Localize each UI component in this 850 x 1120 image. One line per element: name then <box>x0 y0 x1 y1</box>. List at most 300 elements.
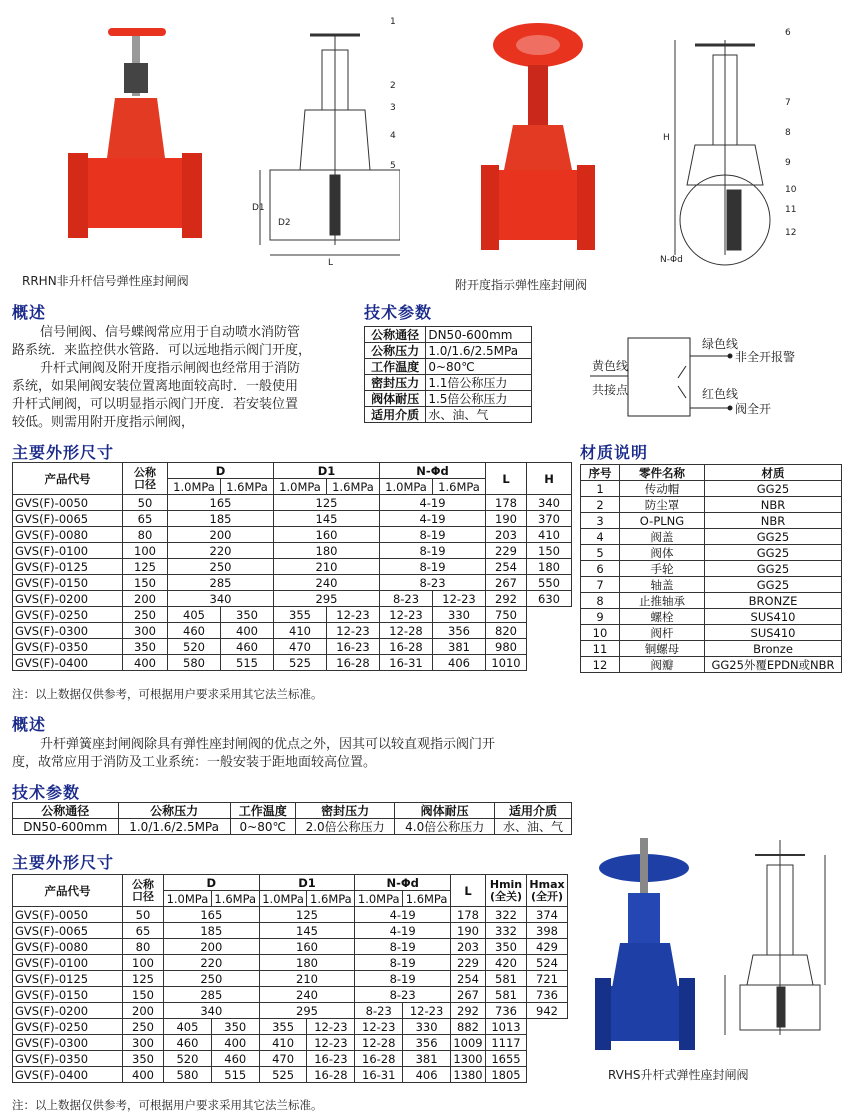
table-cell: 16-23 <box>327 639 380 655</box>
tech-row <box>365 407 532 423</box>
table-cell: 374 <box>527 907 568 923</box>
tech-value: DN50-600mm <box>426 327 532 343</box>
table-cell: 12-23 <box>403 1003 451 1019</box>
table-cell: 178 <box>486 495 527 511</box>
table-cell: 381 <box>433 639 486 655</box>
table-cell: 12-23 <box>307 1019 355 1035</box>
col-D1: D1 <box>259 875 355 891</box>
table-cell: 65 <box>123 511 168 527</box>
part-name: 止推轴承 <box>620 593 705 609</box>
table-cell: 1805 <box>486 1067 527 1083</box>
col-N: N-Φd <box>380 463 486 479</box>
dim-H: H <box>663 133 670 143</box>
table-cell: 1010 <box>486 655 527 671</box>
table-cell: 515 <box>211 1067 259 1083</box>
tech-key: 密封压力 <box>365 375 426 391</box>
product-code: GVS(F)-0065 <box>13 923 123 939</box>
table-cell: 350 <box>211 1019 259 1035</box>
table-cell: 150 <box>527 543 572 559</box>
tech-header: 公称压力 <box>118 803 230 819</box>
table-cell: 460 <box>211 1051 259 1067</box>
col-L: L <box>451 875 486 907</box>
table-cell: 356 <box>403 1035 451 1051</box>
table-cell: 410 <box>274 623 327 639</box>
table-cell: 100 <box>123 543 168 559</box>
table-cell: 736 <box>486 1003 527 1019</box>
table-cell: 16-28 <box>355 1051 403 1067</box>
table-cell: 12-23 <box>355 1019 403 1035</box>
col-D1-p2: 1.6MPa <box>327 479 380 495</box>
table-row <box>13 591 572 607</box>
table-cell: 8-19 <box>355 955 451 971</box>
table-cell: 285 <box>168 575 274 591</box>
col-N: N-Φd <box>355 875 451 891</box>
product-code: GVS(F)-0125 <box>13 559 123 575</box>
table-cell: 8-19 <box>380 527 486 543</box>
col-dn-1: 公称 <box>134 465 156 479</box>
overview-title-1: 概述 <box>12 303 47 322</box>
table-cell: 185 <box>168 511 274 527</box>
product-code: GVS(F)-0065 <box>13 511 123 527</box>
table-cell: 220 <box>168 543 274 559</box>
table-cell: 882 <box>451 1019 486 1035</box>
col-hmin-1: Hmin <box>489 877 523 891</box>
callout-6: 6 <box>785 28 791 38</box>
table-row <box>13 907 568 923</box>
table-cell: 160 <box>274 527 380 543</box>
tech-value: 2.0倍公称压力 <box>295 819 395 835</box>
table-cell: 150 <box>123 987 164 1003</box>
table-cell: 250 <box>123 1019 164 1035</box>
tech-value: 1.0/1.6/2.5MPa <box>426 343 532 359</box>
table-cell: 410 <box>259 1035 307 1051</box>
material-row <box>581 641 842 657</box>
table-row <box>13 923 568 939</box>
product-code: GVS(F)-0200 <box>13 591 123 607</box>
tech-value: 0~80℃ <box>426 359 532 375</box>
table-cell: 165 <box>168 495 274 511</box>
table-cell: 350 <box>123 1051 164 1067</box>
part-name: 铜螺母 <box>620 641 705 657</box>
material-row <box>581 497 842 513</box>
table-cell: 398 <box>527 923 568 939</box>
tech-title-1: 技术参数 <box>364 303 433 322</box>
table-cell: 406 <box>433 655 486 671</box>
table-cell: 340 <box>164 1003 260 1019</box>
col-D: D <box>168 463 274 479</box>
table-cell: 750 <box>486 607 527 623</box>
label-common: 共接点 <box>592 383 629 397</box>
overview-line: 系统，如果闸阀安装位置离地面较高时．一般使用 <box>12 379 299 394</box>
col-hmax <box>527 875 568 907</box>
label-red-wire: 红色线 <box>702 387 739 401</box>
part-material: SUS410 <box>705 609 842 625</box>
table-cell: 229 <box>486 543 527 559</box>
overview-line: 信号闸阀、信号蝶阀常应用于自动喷水消防管 <box>40 325 301 340</box>
col-code: 产品代号 <box>13 875 123 907</box>
table-cell: 350 <box>221 607 274 623</box>
part-name: 阀瓣 <box>620 657 705 673</box>
label-full-open: 阀全开 <box>735 402 772 416</box>
mat-col-part: 零件名称 <box>620 465 705 481</box>
dims-table-1 <box>12 462 572 671</box>
table-row <box>13 511 572 527</box>
table-row <box>13 1067 568 1083</box>
table-cell: 350 <box>123 639 168 655</box>
tech-header: 密封压力 <box>295 803 395 819</box>
col-D1-p2: 1.6MPa <box>307 891 355 907</box>
table-row <box>13 939 568 955</box>
part-no: 12 <box>581 657 620 673</box>
part-material: Bronze <box>705 641 842 657</box>
table-cell: 8-19 <box>380 559 486 575</box>
part-name: 阀盖 <box>620 529 705 545</box>
table-cell: 942 <box>527 1003 568 1019</box>
table-cell: 420 <box>486 955 527 971</box>
table-cell: 721 <box>527 971 568 987</box>
product-code: GVS(F)-0080 <box>13 527 123 543</box>
table-cell: 410 <box>527 527 572 543</box>
table-cell: 405 <box>168 607 221 623</box>
tech-header: 阀体耐压 <box>395 803 495 819</box>
table-cell: 8-23 <box>355 1003 403 1019</box>
product-code: GVS(F)-0350 <box>13 639 123 655</box>
tech-params-table-1 <box>364 326 532 423</box>
table-cell: 200 <box>168 527 274 543</box>
callout-7: 7 <box>785 98 791 108</box>
table-cell: 190 <box>451 923 486 939</box>
table-cell: 8-23 <box>380 591 433 607</box>
tech-header: 工作温度 <box>230 803 295 819</box>
table-cell: 203 <box>486 527 527 543</box>
table-cell: 322 <box>486 907 527 923</box>
table-cell: 80 <box>123 939 164 955</box>
table-cell: 12-28 <box>355 1035 403 1051</box>
col-hmin <box>486 875 527 907</box>
overview-line: 较低。则需用附开度指示闸阀， <box>12 415 195 430</box>
part-no: 10 <box>581 625 620 641</box>
col-D-p2: 1.6MPa <box>211 891 259 907</box>
material-row <box>581 481 842 497</box>
table-cell: 332 <box>486 923 527 939</box>
table-cell: 145 <box>274 511 380 527</box>
table-row <box>13 639 572 655</box>
tech-key: 适用介质 <box>365 407 426 423</box>
tech-row <box>365 359 532 375</box>
table-cell: 460 <box>164 1035 212 1051</box>
tech-row <box>365 391 532 407</box>
table-row <box>13 575 572 591</box>
table-cell: 100 <box>123 955 164 971</box>
callout-3: 3 <box>390 103 396 113</box>
material-row <box>581 609 842 625</box>
tech-key: 阀体耐压 <box>365 391 426 407</box>
tech-value: 1.1倍公称压力 <box>426 375 532 391</box>
tech-value: DN50-600mm <box>13 819 119 835</box>
part-no: 11 <box>581 641 620 657</box>
table-cell: 4-19 <box>380 511 486 527</box>
table-cell: 429 <box>527 939 568 955</box>
table-cell: 581 <box>486 971 527 987</box>
tech-key: 工作温度 <box>365 359 426 375</box>
table-cell: 210 <box>274 559 380 575</box>
table-row <box>13 1019 568 1035</box>
col-L: L <box>486 463 527 495</box>
table-cell: 1300 <box>451 1051 486 1067</box>
part-no: 9 <box>581 609 620 625</box>
table-cell: 400 <box>123 1067 164 1083</box>
table-row <box>13 495 572 511</box>
table-cell: 180 <box>274 543 380 559</box>
product-code: GVS(F)-0150 <box>13 575 123 591</box>
table-cell: 1380 <box>451 1067 486 1083</box>
table-row <box>13 1003 568 1019</box>
product-code: GVS(F)-0250 <box>13 607 123 623</box>
caption-rrhn: RRHN非升杆信号弹性座封闸阀 <box>22 274 189 288</box>
dims-table-2 <box>12 874 568 1083</box>
table-cell: 400 <box>211 1035 259 1051</box>
table-cell: 356 <box>433 623 486 639</box>
table-row <box>13 623 572 639</box>
table-cell: 240 <box>274 575 380 591</box>
table-cell: 355 <box>274 607 327 623</box>
table-cell: 180 <box>259 955 355 971</box>
table-cell: 50 <box>123 495 168 511</box>
table-cell: 580 <box>164 1067 212 1083</box>
table-cell: 460 <box>221 639 274 655</box>
table-cell: 125 <box>274 495 380 511</box>
blue-rising-stem-valve-photo <box>592 838 697 1053</box>
table-cell: 1117 <box>486 1035 527 1051</box>
part-material: GG25外覆EPDN或NBR <box>705 657 842 673</box>
table-cell: 16-28 <box>380 639 433 655</box>
table-cell: 820 <box>486 623 527 639</box>
callout-9: 9 <box>785 158 791 168</box>
overview-line: 升杆式闸阀及附开度指示闸阀也经常用于消防 <box>40 361 301 376</box>
table-cell: 8-19 <box>380 543 486 559</box>
product-code: GVS(F)-0100 <box>13 955 123 971</box>
material-row <box>581 657 842 673</box>
table-cell: 340 <box>168 591 274 607</box>
table-cell: 16-23 <box>307 1051 355 1067</box>
table-cell: 470 <box>259 1051 307 1067</box>
col-D-p1: 1.0MPa <box>168 479 221 495</box>
callout-10: 10 <box>785 185 797 195</box>
table-cell: 550 <box>527 575 572 591</box>
table-cell: 250 <box>123 607 168 623</box>
part-no: 6 <box>581 561 620 577</box>
table-cell: 4-19 <box>355 907 451 923</box>
table-cell: 292 <box>486 591 527 607</box>
table-cell: 300 <box>123 1035 164 1051</box>
table-cell: 460 <box>168 623 221 639</box>
table-cell: 292 <box>451 1003 486 1019</box>
col-hmax-1: Hmax <box>529 877 565 891</box>
table-cell: 581 <box>486 987 527 1003</box>
col-D1-p1: 1.0MPa <box>274 479 327 495</box>
table-cell: 470 <box>274 639 327 655</box>
table-cell: 405 <box>164 1019 212 1035</box>
table-cell: 4-19 <box>380 495 486 511</box>
table-row <box>13 1051 568 1067</box>
product-code: GVS(F)-0125 <box>13 971 123 987</box>
dim-L: L <box>328 258 334 265</box>
callout-8: 8 <box>785 128 791 138</box>
table-row <box>13 607 572 623</box>
table-cell: 12-28 <box>380 623 433 639</box>
part-material: SUS410 <box>705 625 842 641</box>
material-row <box>581 545 842 561</box>
col-dn-2: 口径 <box>132 889 154 903</box>
product-code: GVS(F)-0080 <box>13 939 123 955</box>
part-material: GG25 <box>705 561 842 577</box>
material-row <box>581 593 842 609</box>
valve-section-drawing-3 <box>715 835 843 1055</box>
tech-value: 1.5倍公称压力 <box>426 391 532 407</box>
table-cell: 736 <box>527 987 568 1003</box>
table-cell: 370 <box>527 511 572 527</box>
signal-circuit-diagram <box>590 326 830 426</box>
table-cell: 580 <box>168 655 221 671</box>
part-name: 阀杆 <box>620 625 705 641</box>
table-cell: 381 <box>403 1051 451 1067</box>
table-cell: 220 <box>164 955 260 971</box>
table-cell: 254 <box>451 971 486 987</box>
table-row <box>13 543 572 559</box>
table-cell: 240 <box>259 987 355 1003</box>
col-dn <box>123 463 168 495</box>
table-cell: 267 <box>486 575 527 591</box>
table-cell: 400 <box>221 623 274 639</box>
material-row <box>581 577 842 593</box>
table-cell: 8-19 <box>355 971 451 987</box>
table-cell: 125 <box>259 907 355 923</box>
table-row <box>13 987 568 1003</box>
table-cell: 16-31 <box>380 655 433 671</box>
col-dn-2: 口径 <box>134 477 156 491</box>
col-D-p2: 1.6MPa <box>221 479 274 495</box>
part-name: 阀体 <box>620 545 705 561</box>
tech-row <box>365 343 532 359</box>
overview-line: 升杆弹簧座封闸阀除具有弹性座封闸阀的优点之外，因其可以较直观指示阀门开 <box>40 737 496 752</box>
part-no: 2 <box>581 497 620 513</box>
table-cell: 8-23 <box>355 987 451 1003</box>
dim-D2: D2 <box>278 218 291 228</box>
table-cell: 355 <box>259 1019 307 1035</box>
dims-title-1: 主要外形尺寸 <box>12 443 115 462</box>
table-cell: 12-23 <box>380 607 433 623</box>
col-N-p2: 1.6MPa <box>433 479 486 495</box>
table-cell: 340 <box>527 495 572 511</box>
callout-2: 2 <box>390 81 396 91</box>
red-indicator-valve-photo <box>478 10 598 255</box>
product-code: GVS(F)-0200 <box>13 1003 123 1019</box>
tech-value: 水、油、气 <box>494 819 571 835</box>
table-row <box>13 527 572 543</box>
dim-N-d: N-Φd <box>660 255 683 265</box>
table-cell: 12-23 <box>307 1035 355 1051</box>
overview-line: 升杆式闸阀，可以明显指示阀门开度．若安装位置 <box>12 397 299 412</box>
table-cell: 330 <box>433 607 486 623</box>
callout-4: 4 <box>390 131 396 141</box>
note-2: 注：以上数据仅供参考，可根据用户要求采用其它法兰标准。 <box>12 1098 323 1112</box>
table-row <box>13 1035 568 1051</box>
caption-indicator: 附开度指示弹性座封闸阀 <box>455 278 588 292</box>
callout-5: 5 <box>390 161 396 171</box>
material-row <box>581 561 842 577</box>
overview-text-2 <box>12 736 592 772</box>
table-row <box>13 559 572 575</box>
caption-rvhs: RVHS升杆式弹性座封闸阀 <box>608 1068 749 1082</box>
dims-title-2: 主要外形尺寸 <box>12 853 115 872</box>
table-cell: 250 <box>168 559 274 575</box>
col-D1: D1 <box>274 463 380 479</box>
product-code: GVS(F)-0300 <box>13 1035 123 1051</box>
overview-line: 路系统．来监控供水管路．可以远地指示阀门开度， <box>12 343 312 358</box>
red-gate-valve-photo <box>60 8 210 253</box>
table-cell: 267 <box>451 987 486 1003</box>
part-material: GG25 <box>705 577 842 593</box>
table-cell: 295 <box>274 591 380 607</box>
col-code: 产品代号 <box>13 463 123 495</box>
table-cell: 229 <box>451 955 486 971</box>
table-row <box>13 955 568 971</box>
overview-text-1 <box>12 324 357 432</box>
col-hmax-2: (全开) <box>530 889 564 903</box>
table-cell: 185 <box>164 923 260 939</box>
table-cell: 165 <box>164 907 260 923</box>
table-cell: 980 <box>486 639 527 655</box>
table-cell: 150 <box>123 575 168 591</box>
tech-title-2: 技术参数 <box>12 783 81 802</box>
product-code: GVS(F)-0300 <box>13 623 123 639</box>
tech-key: 公称压力 <box>365 343 426 359</box>
mat-col-material: 材质 <box>705 465 842 481</box>
product-code: GVS(F)-0250 <box>13 1019 123 1035</box>
table-cell: 525 <box>274 655 327 671</box>
tech-key: 公称通径 <box>365 327 426 343</box>
materials-title: 材质说明 <box>580 443 649 462</box>
table-cell: 50 <box>123 907 164 923</box>
table-cell: 8-23 <box>380 575 486 591</box>
table-cell: 16-28 <box>327 655 380 671</box>
label-green-wire: 绿色线 <box>702 337 739 351</box>
dim-D1: D1 <box>252 203 265 213</box>
table-cell: 525 <box>259 1067 307 1083</box>
part-material: NBR <box>705 497 842 513</box>
table-cell: 178 <box>451 907 486 923</box>
product-code: GVS(F)-0100 <box>13 543 123 559</box>
col-D-p1: 1.0MPa <box>164 891 212 907</box>
table-cell: 250 <box>164 971 260 987</box>
table-cell: 285 <box>164 987 260 1003</box>
product-code: GVS(F)-0150 <box>13 987 123 1003</box>
table-cell: 330 <box>403 1019 451 1035</box>
col-H: H <box>527 463 572 495</box>
mat-col-no: 序号 <box>581 465 620 481</box>
table-row <box>13 971 568 987</box>
part-name: 螺栓 <box>620 609 705 625</box>
table-cell: 125 <box>123 971 164 987</box>
part-material: GG25 <box>705 529 842 545</box>
tech-value: 1.0/1.6/2.5MPa <box>118 819 230 835</box>
tech-params-table-2 <box>12 802 572 835</box>
col-N-p1: 1.0MPa <box>355 891 403 907</box>
table-cell: 200 <box>123 591 168 607</box>
table-cell: 254 <box>486 559 527 575</box>
product-code: GVS(F)-0050 <box>13 907 123 923</box>
product-code: GVS(F)-0050 <box>13 495 123 511</box>
